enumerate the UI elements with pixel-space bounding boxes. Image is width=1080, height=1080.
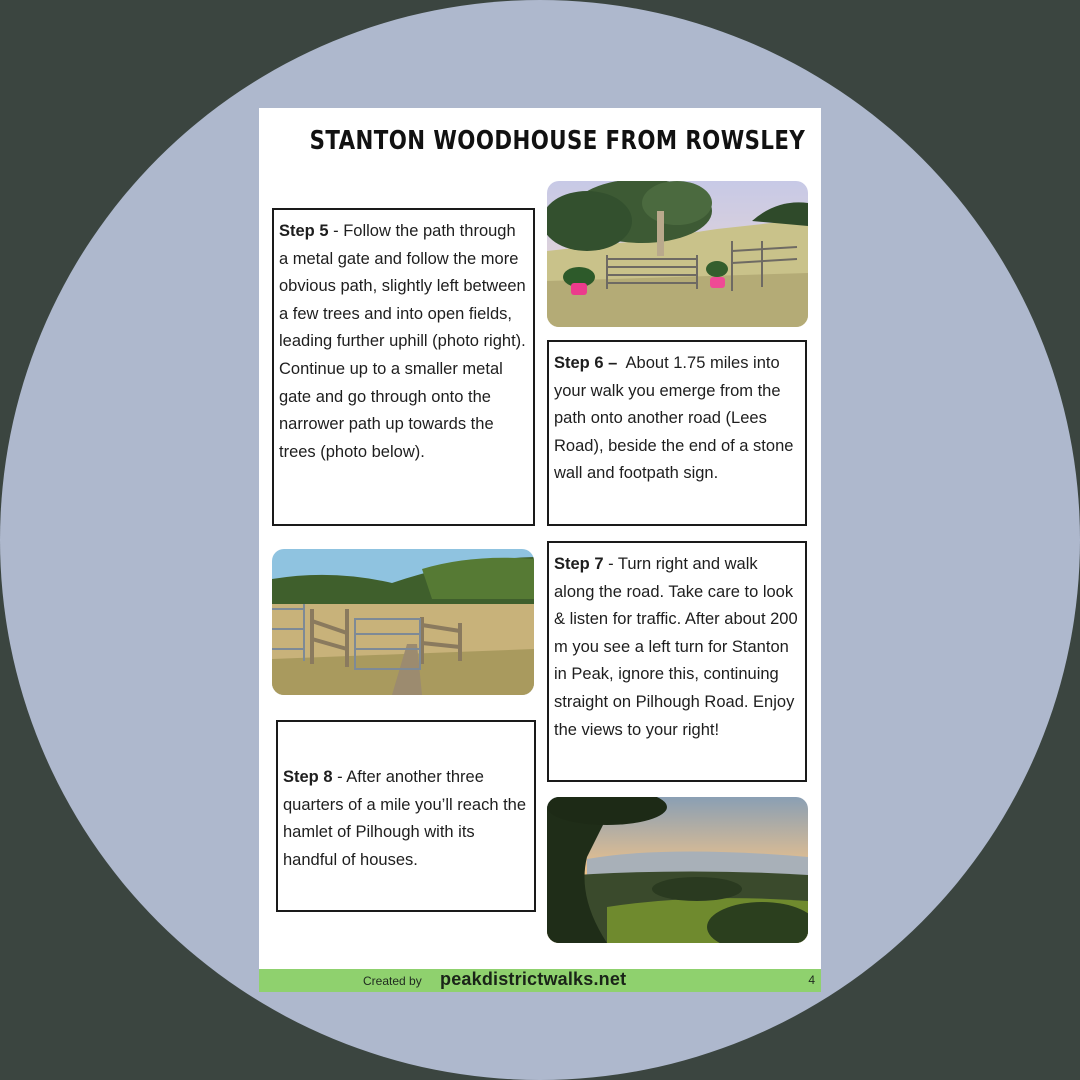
footer-site-link[interactable]: peakdistrictwalks.net <box>440 969 627 989</box>
step-5-text: Follow the path through a metal gate and follow the more obvious path, slightly left between a few trees and into open fields, leading further uphill (photo right). Continue up to a smaller metal gate and go through onto the narrower path up towards the trees (photo below). <box>279 222 526 461</box>
footer-created-by: Created by <box>363 974 422 988</box>
step-8-text: After another three quarters of a mile you’ll reach the hamlet of Pilhough with its handful of houses. <box>283 768 527 869</box>
step-7-label: Step 7 <box>554 555 604 573</box>
step-8-label: Step 8 <box>283 768 333 786</box>
footer-bar <box>259 969 821 992</box>
step-6-label: Step 6 – <box>554 354 618 372</box>
photo-gate-flower-pots <box>547 181 808 327</box>
step-7-text: Turn right and walk along the road. Take care to look & listen for traffic. After about 200 m you see a left turn for Stanton in Peak, ignore this, continuing straight on Pilhough Road. Enjoy the views to your right! <box>554 555 798 739</box>
step-6-box <box>547 340 807 526</box>
step-5-box <box>272 208 535 526</box>
document-page <box>259 108 821 992</box>
step-8-box <box>276 720 536 912</box>
page-number: 4 <box>808 973 815 987</box>
step-8-separator: - <box>332 768 347 786</box>
step-6-separator <box>617 354 625 372</box>
photo-metal-gate-field <box>272 549 534 695</box>
step-7-box <box>547 541 807 782</box>
step-5-separator: - <box>328 222 344 240</box>
step-5-label: Step 5 <box>279 222 329 240</box>
photo-sunset-valley <box>547 797 808 943</box>
page-title: STANTON WOODHOUSE FROM ROWSLEY <box>309 126 806 156</box>
step-6-text: About 1.75 miles into your walk you emerge from the path onto another road (Lees Road), beside the end of a stone wall and footpath sign. <box>554 354 794 483</box>
step-7-separator: - <box>603 555 618 573</box>
